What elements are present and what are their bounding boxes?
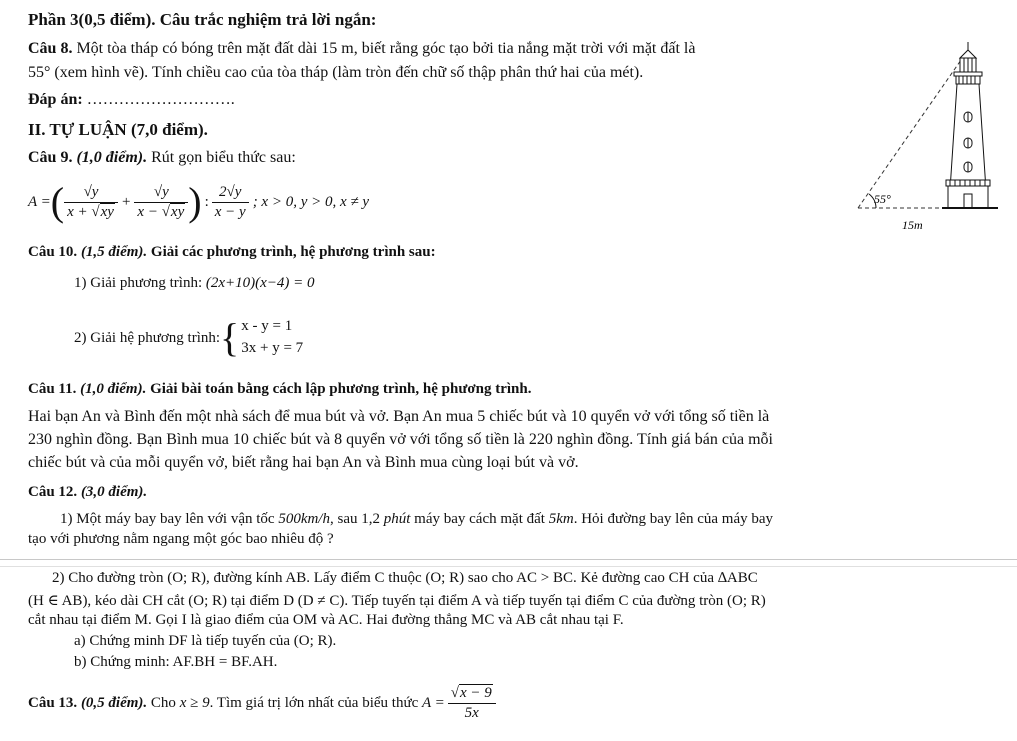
q12-item2-line2: (H ∈ AB), kéo dài CH cắt (O; R) tại điểm D (D ≠ C). Tiếp tuyến tại điểm A và tiếp tuyến tại điểm C của đường tròn (O; R)	[28, 593, 766, 609]
q12-item1-line1: 1) Một máy bay bay lên với vận tốc 500km/h, sau 1,2 phút máy bay cách mặt đất 5km. Hỏi đường bay lên của máy bay	[60, 511, 774, 527]
lighthouse-tower-icon	[950, 84, 986, 190]
q12-heading	[28, 484, 147, 501]
q13-expr-lhs: A =	[421, 694, 445, 711]
q9-fraction-2: $\frac{√y}{x - √xy}$	[134, 184, 188, 220]
q12-item1-line2: tạo với phương nằm ngang một góc bao nhiêu độ ?	[28, 531, 334, 547]
q11-line3: chiếc bút và của mỗi quyển vở, biết rằng hai bạn An và Bình mua cùng loại bút và vở.	[28, 454, 579, 471]
q9-formula: A = ( $\frac{√y}{x + √xy}$ + $\frac{√y}{x - √xy}$ ) : $\frac{2√y}{x - y}$ ; x > 0, y > 0, x ≠ y	[28, 179, 370, 224]
part3-heading: Phần 3(0,5 điểm). Câu trắc nghiệm trả lời ngắn:	[28, 10, 377, 29]
q10-system-eq2: 3x + y = 7	[241, 340, 304, 356]
q13-condition: x ≥ 9	[179, 694, 210, 711]
q8-label: Câu 8.	[28, 40, 73, 57]
q10-item1-equation: (2x+10)(x−4) = 0	[205, 275, 315, 291]
q13-points: (0,5 điểm).	[77, 694, 148, 711]
q12-label: Câu 12.	[28, 484, 78, 500]
q10-heading	[28, 244, 436, 261]
section-divider-2	[0, 566, 1017, 567]
q12-item2-a: a) Chứng minh DF là tiếp tuyến của (O; R).	[74, 633, 337, 649]
q13-label: Câu 13.	[28, 694, 78, 711]
lighthouse-roof-icon	[960, 50, 976, 58]
q11-heading	[28, 381, 531, 398]
q11-points: (1,0 điểm).	[76, 381, 147, 397]
q13-fraction: $\frac{√x - 9}{5x}$	[448, 685, 496, 721]
q13-line: Câu 13. (0,5 điểm). Cho x ≥ 9 . Tìm giá trị lớn nhất của biểu thức A = $\frac{√x - 9}{5x}$	[28, 680, 496, 726]
q12-points: (3,0 điểm).	[77, 484, 148, 500]
figure-angle-label: 55°	[874, 192, 891, 206]
lighthouse-door-icon	[964, 194, 972, 208]
q11-line1: Hai bạn An và Bình đến một nhà sách để mua bút và vở. Bạn An mua 5 chiếc bút và 10 quyển vở với tổng số tiền là	[28, 408, 770, 425]
q8-answer-label: Đáp án:	[28, 91, 83, 108]
q8-answer	[28, 91, 235, 109]
q8-answer-blank: ……………………….	[82, 91, 235, 108]
q10-points: (1,5 điểm).	[77, 244, 148, 260]
lighthouse-figure	[852, 40, 1002, 235]
q9-conditions: ; x > 0, y > 0, x ≠ y	[252, 193, 370, 210]
q12-item2-line3: cắt nhau tại điểm M. Gọi I là giao điểm của OM và AC. Hai đường thẳng MC và AB cắt nhau tại F.	[28, 612, 624, 628]
section-divider	[0, 559, 1017, 560]
q9-formula-lhs: A =	[28, 193, 51, 210]
q9-points: (1,0 điểm).	[72, 149, 148, 166]
q11-text: Giải bài toán bằng cách lập phương trình, hệ phương trình.	[146, 381, 532, 397]
q9-fraction-3: $\frac{2√y}{x - y}$	[212, 184, 249, 220]
q9-label: Câu 9.	[28, 149, 73, 166]
q12-item2-b: b) Chứng minh: AF.BH = BF.AH.	[74, 654, 278, 670]
q8-text-line1: Một tòa tháp có bóng trên mặt đất dài 15 m, biết rằng góc tạo bởi tia nắng mặt trời với mặt đất là	[72, 40, 696, 57]
q10-system-eq1: x - y = 1	[241, 318, 293, 335]
q9-fraction-1: $\frac{√y}{x + √xy}$	[64, 184, 118, 220]
q12-item2-line1: 2) Cho đường tròn (O; R), đường kính AB. Lấy điểm C thuộc (O; R) sao cho AC > BC. Kẻ đường cao CH của ∆ABC	[52, 570, 758, 586]
q9-heading	[28, 149, 296, 167]
section2-heading: II. TỰ LUẬN (7,0 điểm).	[28, 120, 208, 139]
q8-text-line2: 55° (xem hình vẽ). Tính chiều cao của tòa tháp (làm tròn đến chữ số thập phân thứ hai của mét).	[28, 64, 644, 81]
system-brace: {	[220, 315, 240, 360]
q8-line1	[28, 40, 695, 58]
q11-line2: 230 nghìn đồng. Bạn Bình mua 10 chiếc bút và 8 quyển vở với tổng số tiền là 220 nghìn đồng. Tính giá bán của mỗi	[28, 431, 773, 448]
q10-label: Câu 10.	[28, 244, 78, 260]
q10-item1: 1) Giải phương trình: (2x+10)(x−4) = 0	[74, 275, 315, 291]
q9-text: Rút gọn biểu thức sau:	[147, 149, 296, 166]
q10-text: Giải các phương trình, hệ phương trình sau:	[147, 244, 436, 260]
figure-shadow-label: 15m	[902, 218, 923, 232]
q10-item2: 2) Giải hệ phương trình: { x - y = 1 3x + y = 7	[74, 315, 304, 360]
q11-label: Câu 11.	[28, 381, 77, 397]
